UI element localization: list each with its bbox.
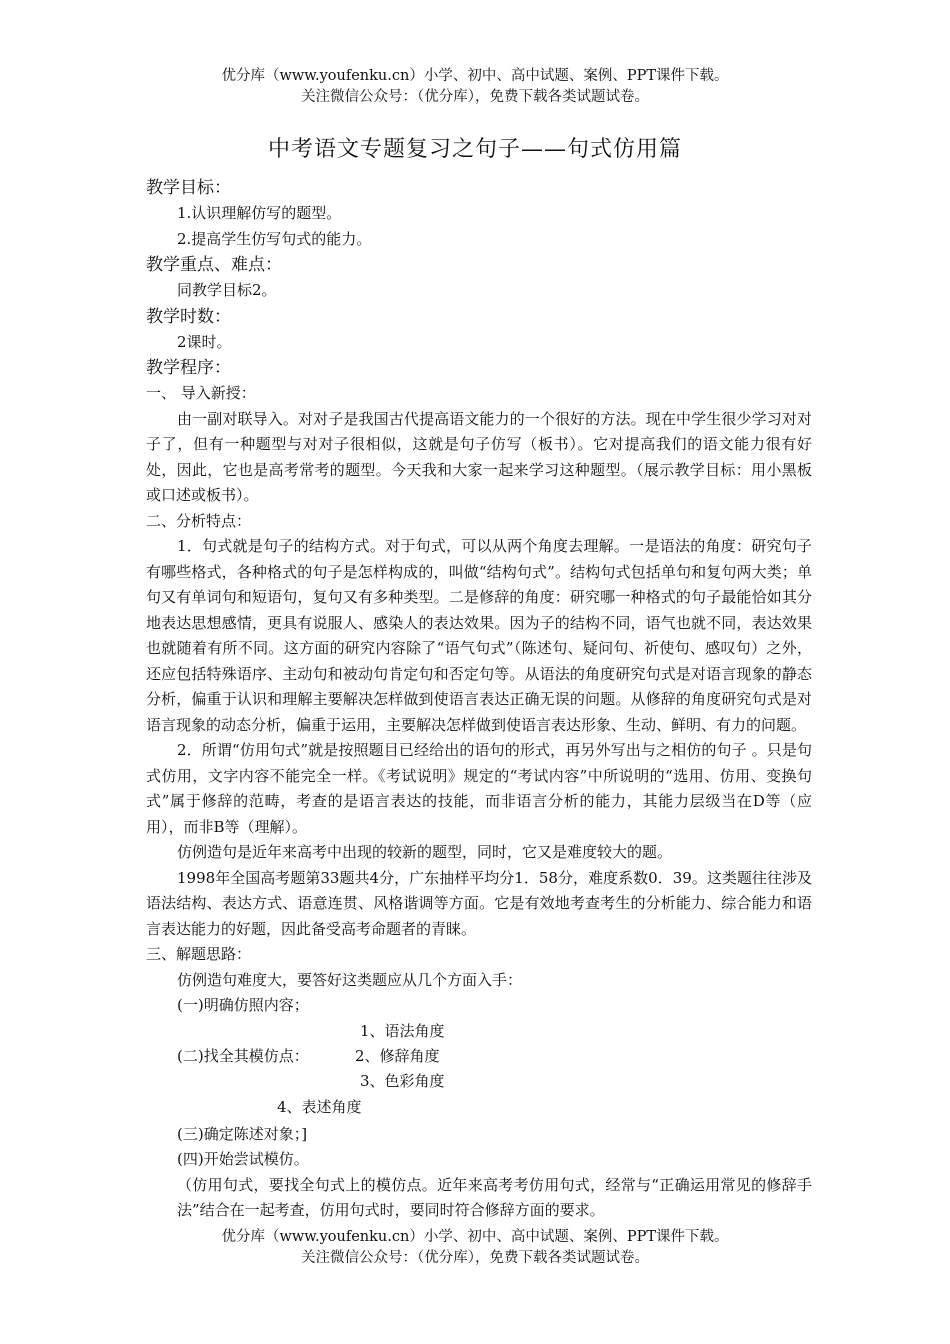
section2-heading: 二、分析特点： (146, 511, 252, 530)
angle-expression: 4、表述角度 (277, 1097, 362, 1116)
header-line-2: 关注微信公众号：（优分库），免费下载各类试题试卷。 (301, 89, 649, 105)
section3-heading: 三、解题思路： (146, 945, 252, 963)
hours-heading: 教学时数： (146, 306, 231, 327)
goal-item-1: 1.认识理解仿写的题型。 (177, 204, 342, 222)
keypoints-heading: 教学重点、难点： (146, 255, 282, 275)
goals-heading: 教学目标： (146, 178, 231, 198)
document-title: 中考语文专题复习之句子——句式仿用篇 (267, 137, 682, 162)
page-footer (0, 1227, 950, 1269)
procedure-heading: 教学程序： (146, 358, 231, 378)
section1-heading: 一、 导入新授： (146, 384, 256, 402)
step-1: (一)明确仿照内容； (177, 996, 309, 1014)
imitation-angles-block (146, 1019, 812, 1122)
footer-line-1: 优分库（www.youfenku.cn）小学、初中、高中试题、案例、PPT课件下载。 (221, 1229, 729, 1245)
section1-paragraph: 由一副对联导入。对对子是我国古代提高语文能力的一个很好的方法。现在中学生很少学习对对子了，但有一种题型与对对子很相似，这就是句子仿写（板书）。它对提高我们的语文能力很有好处，因此，它也是高考常考的题型。今天我和大家一起来学习这种题型。（展示教学目标：用小黑板或口述或板书）。 (146, 409, 812, 504)
keypoints-text: 同教学目标2。 (177, 281, 277, 299)
section2-paragraph-3: 仿例造句是近年来高考中出现的较新的题型，同时，它又是难度较大的题。 (177, 843, 673, 861)
step-4: (四)开始尝试模仿。 (177, 1150, 309, 1168)
document-body (146, 175, 812, 1224)
goal-item-2: 2.提高学生仿写句式的能力。 (177, 229, 372, 248)
section3-intro: 仿例造句难度大，要答好这类题应从几个方面入手： (177, 970, 523, 989)
section3-note: （仿用句式，要找全句式上的模仿点。近年来高考考仿用句式，经常与“正确运用常见的修辞手法”结合在一起考查，仿用句式时，要同时符合修辞方面的要求。 (177, 1175, 812, 1219)
step-2: (二)找全其模仿点： (177, 1046, 309, 1065)
header-line-1: 优分库（www.youfenku.cn）小学、初中、高中试题、案例、PPT课件下载。 (221, 68, 729, 84)
angle-rhetoric: 2、修辞角度 (355, 1046, 440, 1065)
section2-paragraph-1: 1．句式就是句子的结构方式。对于句式，可以从两个角度去理解。一是语法的角度：研究句子有哪些格式，各种格式的句子是怎样构成的，叫做“结构句式”。结构句式包括单句和复句两大类；单句又有单词句和短语句，复句又有多种类型。二是修辞的角度：研究哪一种格式的句子最能恰如其分地表达思想感情，更具有说服人、感染人的表达效果。因为子的结构不同，语气也就不同，表达效果也就随着有所不同。这方面的研究内容除了“语气句式”（陈述句、疑问句、祈使句、感叹句）之外，还应包括特殊语序、主动句和被动句肯定句和否定句等。从语法的角度研究句式是对语言现象的静态分析，偏重于认识和理解主要解决怎样做到使语言表达正确无误的问题。从修辞的角度研究句式是对语言现象的动态分析，偏重于运用，主要解决怎样做到使语言表达形象、生动、鲜明、有力的问题。 (146, 537, 812, 734)
section2-paragraph-4: 1998年全国高考题第33题共4分，广东抽样平均分1．58分，难度系数0．39。这类题往往涉及语法结构、表达方式、语意连贯、风格谐调等方面。它是有效地考查考生的分析能力、综合能力和语言表达能力的好题，因此备受高考命题者的青睐。 (146, 868, 812, 938)
footer-line-2: 关注微信公众号：（优分库），免费下载各类试题试卷。 (301, 1250, 649, 1266)
step-3: (三)确定陈述对象；] (177, 1124, 308, 1143)
angle-color: 3、色彩角度 (360, 1071, 445, 1090)
section2-paragraph-2: 2．所谓“仿用句式”就是按照题目已经给出的语句的形式，再另外写出与之相仿的句子 。只是句式仿用，文字内容不能完全一样。《考试说明》规定的“考试内容”中所说明的“选用、仿用、变换句式”属于修辞的范畴，考查的是语言表达的技能，而非语言分析的能力，其能力层级当在D等（应用），而非B等（理解）。 (146, 741, 812, 836)
angle-grammar: 1、语法角度 (360, 1021, 445, 1040)
hours-text: 2课时。 (177, 332, 232, 351)
page-header (0, 66, 950, 108)
